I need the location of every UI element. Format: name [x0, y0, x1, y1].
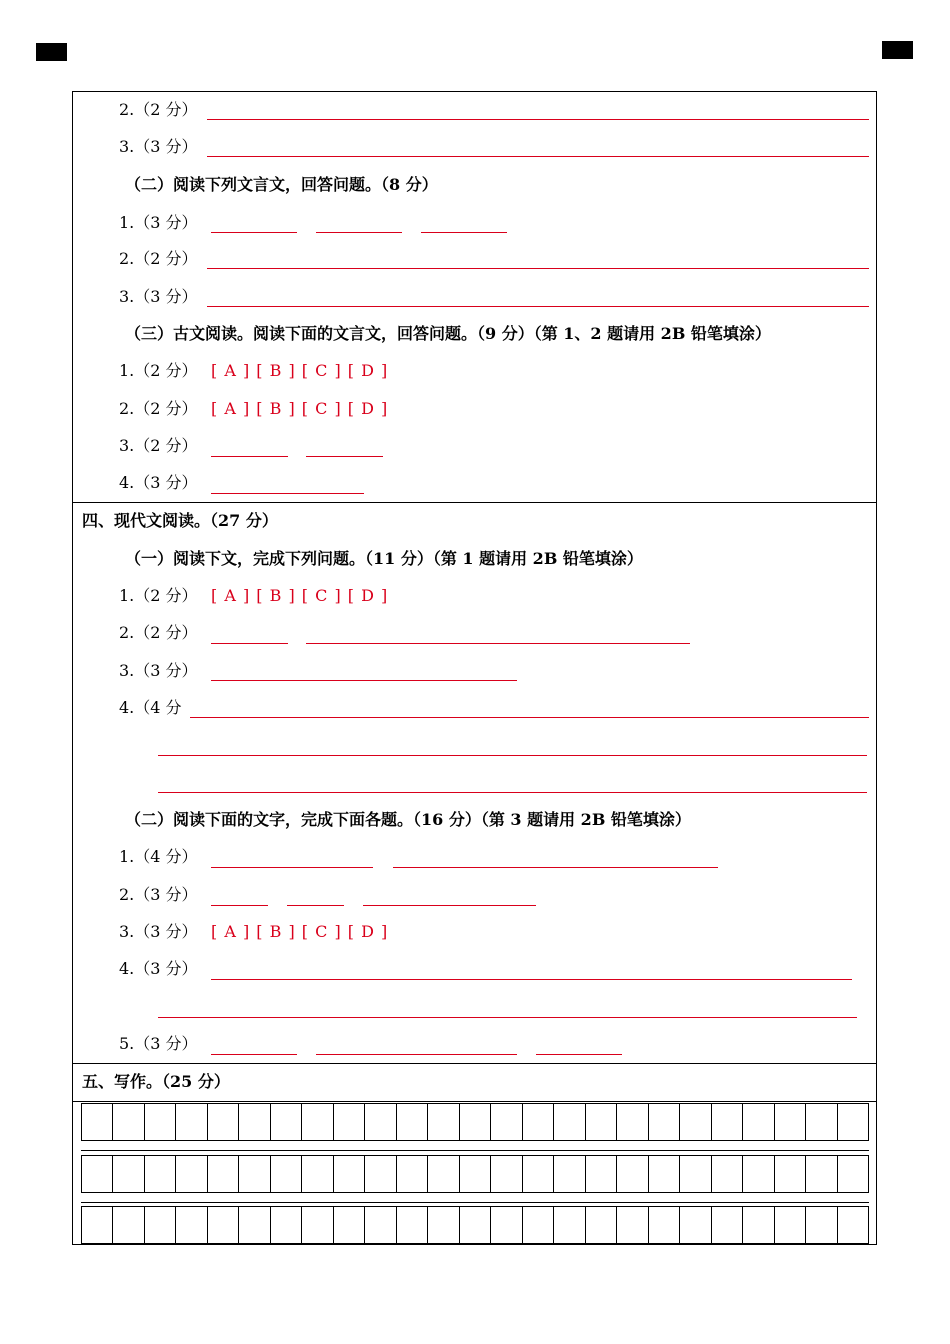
writing-grid-cell[interactable]: [459, 1156, 490, 1192]
writing-grid-cell[interactable]: [742, 1207, 773, 1243]
writing-grid-cell[interactable]: [238, 1207, 269, 1243]
sec4-part2-q2-answer-line-3[interactable]: [363, 905, 536, 906]
sec4-part2-q4-answer-line-2[interactable]: [158, 1017, 857, 1018]
sec3-q3-label: 3.（3 分）: [119, 137, 198, 156]
writing-grid-cell[interactable]: [144, 1104, 175, 1140]
writing-grid-cell[interactable]: [238, 1156, 269, 1192]
sub2-q1-answer-line-3[interactable]: [421, 232, 507, 233]
sub2-q2-label: 2.（2 分）: [119, 249, 198, 268]
writing-grid-spacer-line: [81, 1202, 869, 1203]
writing-grid-row[interactable]: [81, 1206, 869, 1244]
writing-grid-cell[interactable]: [679, 1156, 710, 1192]
writing-grid-cell[interactable]: [553, 1207, 584, 1243]
writing-grid-cell[interactable]: [679, 1104, 710, 1140]
sec4-part2-q1-answer-line-2[interactable]: [393, 867, 718, 868]
writing-grid-cell[interactable]: [837, 1156, 868, 1192]
writing-grid-row[interactable]: [81, 1103, 869, 1141]
writing-grid-cell[interactable]: [585, 1156, 616, 1192]
writing-grid-cell[interactable]: [333, 1156, 364, 1192]
writing-grid-cell[interactable]: [459, 1207, 490, 1243]
writing-grid-cell[interactable]: [112, 1207, 143, 1243]
sub3-q1-choice-bubbles[interactable]: [ A ] [ B ] [ C ] [ D ]: [211, 361, 389, 380]
sub3-q3-label: 3.（2 分）: [119, 436, 198, 455]
writing-grid-cell[interactable]: [270, 1156, 301, 1192]
writing-grid-cell[interactable]: [238, 1104, 269, 1140]
sec4-part1-q2-answer-line-1[interactable]: [211, 643, 288, 644]
writing-grid-cell[interactable]: [679, 1207, 710, 1243]
writing-grid-cell[interactable]: [585, 1207, 616, 1243]
writing-grid-cell[interactable]: [144, 1156, 175, 1192]
writing-grid-cell[interactable]: [459, 1104, 490, 1140]
writing-grid-cell[interactable]: [805, 1156, 836, 1192]
sec4-part2-q5-answer-line-3[interactable]: [536, 1054, 622, 1055]
writing-grid-cell[interactable]: [522, 1207, 553, 1243]
sub3-q2-choice-bubbles[interactable]: [ A ] [ B ] [ C ] [ D ]: [211, 399, 389, 418]
writing-grid-cell[interactable]: [427, 1156, 458, 1192]
writing-grid-cell[interactable]: [112, 1104, 143, 1140]
sec4-part2-q5-answer-line-1[interactable]: [211, 1054, 297, 1055]
writing-grid-cell[interactable]: [774, 1207, 805, 1243]
sub3-q4-answer-line[interactable]: [211, 493, 364, 494]
sec4-part2-q4-answer-line-1[interactable]: [211, 979, 852, 980]
writing-grid-cell[interactable]: [774, 1104, 805, 1140]
writing-grid-cell[interactable]: [837, 1104, 868, 1140]
sub2-q1-label: 1.（3 分）: [119, 213, 198, 232]
writing-grid-cell[interactable]: [805, 1104, 836, 1140]
writing-grid-cell[interactable]: [648, 1156, 679, 1192]
writing-grid-cell[interactable]: [112, 1156, 143, 1192]
writing-grid-cell[interactable]: [711, 1207, 742, 1243]
sec4-part1-title: （一）阅读下文，完成下列问题。（11 分）（第 1 题请用 2B 铅笔填涂）: [125, 549, 643, 568]
sec4-part2-q5-label: 5.（3 分）: [119, 1034, 198, 1053]
writing-grid-cell[interactable]: [522, 1156, 553, 1192]
writing-grid-cell[interactable]: [396, 1207, 427, 1243]
writing-grid-cell[interactable]: [648, 1207, 679, 1243]
sec5-title: 五、写作。（25 分）: [82, 1072, 230, 1091]
sec4-part1-q2-label: 2.（2 分）: [119, 623, 198, 642]
sub3-q3-answer-line-1[interactable]: [211, 456, 288, 457]
sub2-q3-answer-line[interactable]: [207, 306, 869, 307]
writing-grid-cell[interactable]: [301, 1104, 332, 1140]
writing-grid-cell[interactable]: [711, 1104, 742, 1140]
sec4-part1-q4-answer-line-2[interactable]: [158, 755, 867, 756]
sub2-title: （二）阅读下列文言文，回答问题。（8 分）: [125, 175, 438, 194]
sub3-q1-label: 1.（2 分）: [119, 361, 198, 380]
sec4-part1-q3-answer-line[interactable]: [211, 680, 517, 681]
sec4-part2-q4-label: 4.（3 分）: [119, 959, 198, 978]
sec4-title: 四、现代文阅读。（27 分）: [82, 511, 278, 530]
writing-grid-cell[interactable]: [364, 1156, 395, 1192]
writing-grid-cell[interactable]: [616, 1207, 647, 1243]
writing-grid-cell[interactable]: [837, 1207, 868, 1243]
section-divider-4: [72, 502, 877, 503]
sec3-q3-answer-line[interactable]: [207, 156, 869, 157]
sub3-title: （三）古文阅读。阅读下面的文言文，回答问题。（9 分）（第 1、2 题请用 2B 铅笔填涂）: [125, 324, 771, 343]
writing-grid-cell[interactable]: [82, 1156, 112, 1192]
writing-grid-cell[interactable]: [427, 1104, 458, 1140]
writing-grid-cell[interactable]: [144, 1207, 175, 1243]
writing-grid-cell[interactable]: [553, 1104, 584, 1140]
writing-grid-cell[interactable]: [270, 1104, 301, 1140]
writing-grid-cell[interactable]: [742, 1104, 773, 1140]
writing-grid-cell[interactable]: [742, 1156, 773, 1192]
sec4-part2-q1-answer-line-1[interactable]: [211, 867, 373, 868]
sec4-part2-q2-answer-line-2[interactable]: [287, 905, 344, 906]
writing-grid-cell[interactable]: [616, 1104, 647, 1140]
writing-grid-cell[interactable]: [490, 1104, 521, 1140]
sec4-part1-q3-label: 3.（3 分）: [119, 661, 198, 680]
writing-grid-cell[interactable]: [207, 1156, 238, 1192]
writing-grid-cell[interactable]: [301, 1207, 332, 1243]
sec4-part2-title: （二）阅读下面的文字，完成下面各题。（16 分）（第 3 题请用 2B 铅笔填涂）: [125, 810, 691, 829]
sub2-q1-answer-line-1[interactable]: [211, 232, 297, 233]
sec4-part2-q3-choice-bubbles[interactable]: [ A ] [ B ] [ C ] [ D ]: [211, 922, 389, 941]
sec4-part2-q3-label: 3.（3 分）: [119, 922, 198, 941]
writing-grid-cell[interactable]: [427, 1207, 458, 1243]
sec4-part1-q2-answer-line-2[interactable]: [306, 643, 690, 644]
sub3-q2-label: 2.（2 分）: [119, 399, 198, 418]
sec4-part2-q5-answer-line-2[interactable]: [316, 1054, 517, 1055]
writing-grid-cell[interactable]: [522, 1104, 553, 1140]
writing-grid-cell[interactable]: [396, 1156, 427, 1192]
sub3-q4-label: 4.（3 分）: [119, 473, 198, 492]
writing-grid-cell[interactable]: [333, 1104, 364, 1140]
writing-grid-cell[interactable]: [490, 1207, 521, 1243]
sub2-q2-answer-line[interactable]: [207, 268, 869, 269]
writing-grid-cell[interactable]: [364, 1207, 395, 1243]
writing-grid-cell[interactable]: [207, 1207, 238, 1243]
sec4-part1-q1-choice-bubbles[interactable]: [ A ] [ B ] [ C ] [ D ]: [211, 586, 389, 605]
writing-grid-cell[interactable]: [490, 1156, 521, 1192]
top-right-alignment-marker: [882, 41, 913, 59]
section-divider-5: [72, 1063, 877, 1064]
sub3-q3-answer-line-2[interactable]: [306, 456, 383, 457]
writing-grid-cell[interactable]: [333, 1207, 364, 1243]
sec4-part1-q4-answer-line-1[interactable]: [190, 717, 869, 718]
writing-grid-cell[interactable]: [270, 1207, 301, 1243]
sub2-q1-answer-line-2[interactable]: [316, 232, 402, 233]
writing-grid-cell[interactable]: [805, 1207, 836, 1243]
writing-grid-cell[interactable]: [175, 1207, 206, 1243]
writing-grid-cell[interactable]: [175, 1104, 206, 1140]
sec4-part1-q4-answer-line-3[interactable]: [158, 792, 867, 793]
top-left-alignment-marker: [36, 43, 67, 61]
writing-grid-row[interactable]: [81, 1155, 869, 1193]
sec3-q2-answer-line[interactable]: [207, 119, 869, 120]
writing-grid-cell[interactable]: [82, 1207, 112, 1243]
writing-grid-cell[interactable]: [616, 1156, 647, 1192]
writing-grid-cell[interactable]: [553, 1156, 584, 1192]
writing-grid-cell[interactable]: [774, 1156, 805, 1192]
sub2-q3-label: 3.（3 分）: [119, 287, 198, 306]
sec4-part1-q4-label: 4.（4 分: [119, 698, 182, 717]
sec4-part2-q2-answer-line-1[interactable]: [211, 905, 268, 906]
sec4-part2-q1-label: 1.（4 分）: [119, 847, 198, 866]
section-divider-5-title: [72, 1101, 877, 1102]
sec4-part2-q2-label: 2.（3 分）: [119, 885, 198, 904]
sec4-part1-q1-label: 1.（2 分）: [119, 586, 198, 605]
writing-grid-cell[interactable]: [207, 1104, 238, 1140]
writing-grid-cell[interactable]: [648, 1104, 679, 1140]
writing-grid-cell[interactable]: [585, 1104, 616, 1140]
writing-grid-cell[interactable]: [364, 1104, 395, 1140]
writing-grid-cell[interactable]: [711, 1156, 742, 1192]
writing-grid-cell[interactable]: [301, 1156, 332, 1192]
writing-grid-cell[interactable]: [175, 1156, 206, 1192]
writing-grid-cell[interactable]: [82, 1104, 112, 1140]
writing-grid-spacer-line: [81, 1150, 869, 1151]
writing-grid-cell[interactable]: [396, 1104, 427, 1140]
sec3-q2-label: 2.（2 分）: [119, 100, 198, 119]
